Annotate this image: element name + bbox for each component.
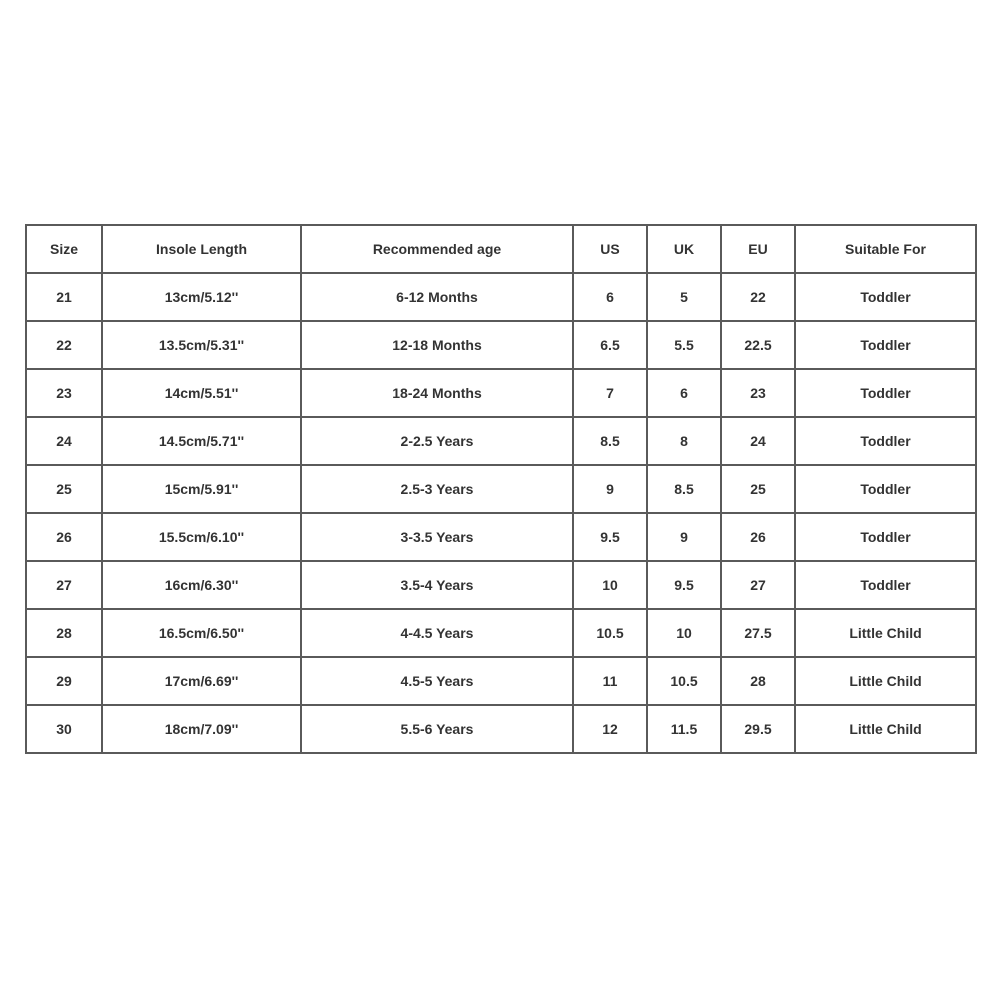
cell-suitable-for: Toddler: [795, 273, 976, 321]
cell-suitable-for: Little Child: [795, 657, 976, 705]
cell-size: 29: [26, 657, 102, 705]
cell-recommended-age: 5.5-6 Years: [301, 705, 573, 753]
table-row: [26, 321, 976, 369]
cell-us: 11: [573, 657, 647, 705]
cell-suitable-for: Toddler: [795, 417, 976, 465]
cell-insole-length: 17cm/6.69'': [102, 657, 301, 705]
cell-suitable-for: Little Child: [795, 705, 976, 753]
cell-us: 8.5: [573, 417, 647, 465]
table-row: [26, 465, 976, 513]
cell-size: 24: [26, 417, 102, 465]
cell-us: 6.5: [573, 321, 647, 369]
cell-recommended-age: 3.5-4 Years: [301, 561, 573, 609]
cell-insole-length: 15cm/5.91'': [102, 465, 301, 513]
cell-insole-length: 13cm/5.12'': [102, 273, 301, 321]
table-row: [26, 705, 976, 753]
cell-insole-length: 14.5cm/5.71'': [102, 417, 301, 465]
header-recommended-age: Recommended age: [301, 225, 573, 273]
cell-us: 10.5: [573, 609, 647, 657]
cell-recommended-age: 12-18 Months: [301, 321, 573, 369]
table-row: [26, 561, 976, 609]
cell-recommended-age: 4-4.5 Years: [301, 609, 573, 657]
size-chart-body: [26, 273, 976, 753]
cell-insole-length: 13.5cm/5.31'': [102, 321, 301, 369]
cell-uk: 5.5: [647, 321, 721, 369]
cell-insole-length: 14cm/5.51'': [102, 369, 301, 417]
header-row: [26, 225, 976, 273]
header-insole-length: Insole Length: [102, 225, 301, 273]
cell-size: 22: [26, 321, 102, 369]
cell-suitable-for: Toddler: [795, 465, 976, 513]
cell-size: 25: [26, 465, 102, 513]
cell-uk: 6: [647, 369, 721, 417]
header-us: US: [573, 225, 647, 273]
cell-suitable-for: Toddler: [795, 369, 976, 417]
cell-eu: 27.5: [721, 609, 795, 657]
cell-insole-length: 18cm/7.09'': [102, 705, 301, 753]
cell-uk: 5: [647, 273, 721, 321]
cell-eu: 29.5: [721, 705, 795, 753]
table-row: [26, 369, 976, 417]
cell-us: 9: [573, 465, 647, 513]
cell-us: 9.5: [573, 513, 647, 561]
cell-insole-length: 16cm/6.30'': [102, 561, 301, 609]
table-row: [26, 417, 976, 465]
cell-us: 6: [573, 273, 647, 321]
header-eu: EU: [721, 225, 795, 273]
cell-uk: 10.5: [647, 657, 721, 705]
cell-uk: 9: [647, 513, 721, 561]
cell-suitable-for: Toddler: [795, 561, 976, 609]
table-row: [26, 657, 976, 705]
cell-eu: 26: [721, 513, 795, 561]
cell-size: 30: [26, 705, 102, 753]
cell-suitable-for: Toddler: [795, 321, 976, 369]
cell-size: 21: [26, 273, 102, 321]
cell-uk: 8.5: [647, 465, 721, 513]
cell-insole-length: 16.5cm/6.50'': [102, 609, 301, 657]
header-suitable-for: Suitable For: [795, 225, 976, 273]
cell-eu: 22: [721, 273, 795, 321]
table-row: [26, 273, 976, 321]
cell-size: 26: [26, 513, 102, 561]
cell-size: 27: [26, 561, 102, 609]
cell-eu: 22.5: [721, 321, 795, 369]
cell-suitable-for: Toddler: [795, 513, 976, 561]
cell-eu: 25: [721, 465, 795, 513]
cell-size: 23: [26, 369, 102, 417]
header-uk: UK: [647, 225, 721, 273]
cell-uk: 10: [647, 609, 721, 657]
cell-eu: 28: [721, 657, 795, 705]
cell-uk: 11.5: [647, 705, 721, 753]
cell-eu: 24: [721, 417, 795, 465]
cell-uk: 9.5: [647, 561, 721, 609]
table-row: [26, 609, 976, 657]
cell-us: 10: [573, 561, 647, 609]
cell-recommended-age: 2-2.5 Years: [301, 417, 573, 465]
cell-insole-length: 15.5cm/6.10'': [102, 513, 301, 561]
table-row: [26, 513, 976, 561]
cell-size: 28: [26, 609, 102, 657]
cell-suitable-for: Little Child: [795, 609, 976, 657]
cell-us: 7: [573, 369, 647, 417]
cell-us: 12: [573, 705, 647, 753]
cell-uk: 8: [647, 417, 721, 465]
header-size: Size: [26, 225, 102, 273]
cell-recommended-age: 18-24 Months: [301, 369, 573, 417]
cell-recommended-age: 4.5-5 Years: [301, 657, 573, 705]
cell-eu: 27: [721, 561, 795, 609]
cell-recommended-age: 2.5-3 Years: [301, 465, 573, 513]
cell-recommended-age: 3-3.5 Years: [301, 513, 573, 561]
cell-eu: 23: [721, 369, 795, 417]
size-chart-table: [25, 224, 977, 754]
cell-recommended-age: 6-12 Months: [301, 273, 573, 321]
